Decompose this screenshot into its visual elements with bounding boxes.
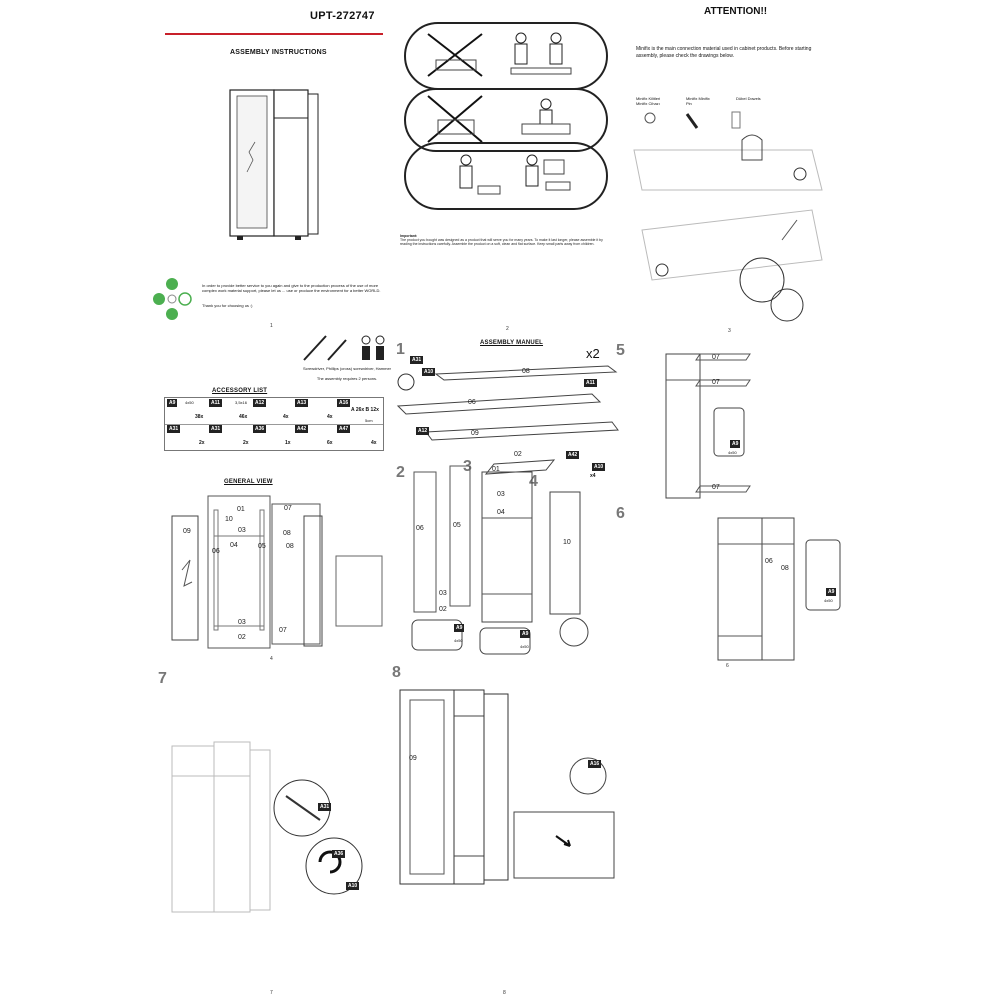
step6-cabinet (714, 514, 844, 664)
accessory-code: A16 (339, 400, 349, 406)
accessory-code: A47 (339, 426, 349, 432)
part-label: 07 (712, 379, 720, 386)
quantity-x4: x4 (590, 473, 596, 479)
page-number-2: 2 (506, 326, 509, 332)
accessory-code: A42 (297, 426, 307, 432)
page-number-3: 3 (728, 328, 731, 334)
badge-a9: A9 (456, 625, 463, 631)
part-label: 07 (712, 484, 720, 491)
page2-note-title: Important: (400, 234, 418, 238)
product-code: UPT-272747 (310, 10, 375, 22)
badge-a10: A10 (424, 369, 434, 375)
accessory-code: A12 (255, 400, 265, 406)
screw-size: 4x50 (728, 450, 737, 455)
step-number-2: 2 (396, 464, 405, 481)
accessory-code: A9 (169, 400, 176, 406)
general-view-exploded-diagram (168, 490, 383, 660)
cross-out-icon (426, 30, 486, 80)
page-number-4: 4 (270, 656, 273, 662)
accessory-list-title: ACCESSORY LIST (212, 388, 268, 394)
badge-a31: A31 (320, 804, 330, 810)
steps-2-4-cabinet-frames (404, 448, 604, 658)
part-label: 03 (497, 491, 505, 498)
badge-a9: A9 (828, 589, 835, 595)
part-label: 05 (258, 543, 266, 550)
part-label: 09 (183, 528, 191, 535)
part-label: 07 (284, 505, 292, 512)
accessory-row-2 (165, 424, 383, 450)
step5-cabinet (660, 350, 756, 502)
page-number-8: 8 (503, 990, 506, 996)
part-label: 06 (765, 558, 773, 565)
header-divider (165, 33, 383, 35)
accessory-qty: 4x (327, 414, 333, 420)
accessory-qty: 4x (283, 414, 289, 420)
quantity-x2: x2 (586, 346, 600, 361)
step8-final-cabinet (396, 686, 626, 892)
accessory-code: A11 (211, 400, 220, 406)
part-label: 03 (238, 619, 246, 626)
part-label-minifix-lock: Minifix Kilitleri Minifix Cihazı (636, 96, 661, 106)
part-label-minifix-pin: Minifix Minifix Pin (686, 96, 710, 106)
badge-a12: A12 (418, 428, 428, 434)
step-number-1: 1 (396, 341, 405, 358)
attention-text: Minifix is the main connection material used in cabinet products. Before starting assembly, please check the drawings below. (636, 46, 812, 59)
step-number-7: 7 (158, 670, 167, 687)
reading-manual-icon (518, 150, 578, 200)
badge-a36: A36 (334, 851, 344, 857)
cover-thanks: Thank you for choosing us :) (202, 303, 253, 308)
badge-a10b: A10 (594, 464, 604, 470)
person-assembling-icon (516, 96, 576, 140)
accessory-qty: 4x (371, 440, 377, 446)
part-label: 06 (212, 548, 220, 555)
two-persons-icon (506, 30, 576, 80)
accessory-qty: A 26x B 12x (351, 407, 379, 413)
screw-size: 4x50 (454, 638, 463, 643)
part-label: 08 (781, 565, 789, 572)
badge-a9: A9 (522, 631, 529, 637)
screw-size: 4x50 (520, 644, 529, 649)
part-label: 10 (225, 516, 233, 523)
part-label: 09 (471, 430, 479, 437)
minifix-hardware-illustration (632, 110, 832, 330)
accessory-size: 4x50 (185, 400, 194, 405)
part-label: 08 (522, 368, 530, 375)
step7-cabinet-with-door (170, 736, 370, 916)
accessory-code: A31 (211, 426, 221, 432)
confused-person-icon (446, 152, 506, 202)
accessory-code: A36 (255, 426, 265, 432)
recycle-icons-cluster (152, 276, 192, 322)
part-label: 04 (497, 509, 505, 516)
part-label: 01 (492, 466, 500, 473)
part-label: 01 (237, 506, 245, 513)
part-label: 08 (286, 543, 294, 550)
accessory-extra: 5cm (365, 418, 373, 423)
assembly-manuel-title: ASSEMBLY MANUEL (480, 340, 544, 346)
accessory-qty: 2x (199, 440, 205, 446)
warning-oval-1 (404, 22, 608, 90)
accessory-row-1 (165, 398, 383, 425)
part-label: 02 (439, 606, 447, 613)
step-number-6: 6 (616, 505, 625, 522)
tools-icon (300, 330, 390, 366)
general-view-title: GENERAL VIEW (224, 479, 273, 485)
page2-note-text: The product you bought was designed as a product that will serve you for many years. To make it last longer, please assemble it by reading the instructions carefully. Assemble the product on a soft, clean and flat surface. Keep small parts away from children. (400, 238, 603, 246)
accessory-size: 3,5x16 (235, 400, 248, 405)
part-label: 10 (563, 539, 571, 546)
part-label: 02 (514, 451, 522, 458)
part-label: 08 (283, 530, 291, 537)
attention-title: ATTENTION!! (704, 6, 768, 17)
step-number-3: 3 (463, 458, 472, 475)
part-label: 03 (439, 590, 447, 597)
part-label: 04 (230, 542, 238, 549)
cover-wardrobe-illustration (225, 82, 325, 242)
badge-a11: A11 (586, 380, 595, 386)
persons-caption: The assembly requires 2 persons. (316, 376, 378, 381)
part-label: 09 (409, 755, 417, 762)
badge-a10: A10 (348, 883, 358, 889)
cross-out-icon (426, 94, 486, 144)
step1-shelf-panels (396, 360, 618, 450)
part-label-dowels: Dübel Dowels (736, 96, 761, 101)
accessory-code: A31 (169, 426, 179, 432)
tools-caption: Screwdriver, Phillips (cross) screwdriver, Hammer (302, 366, 391, 371)
accessory-code: A13 (297, 400, 307, 406)
part-label: 06 (468, 399, 476, 406)
part-label: 06 (416, 525, 424, 532)
cover-support-text: In order to provide better service to you again and give to the production process of the use of more complex work material support, please let us ... use or produce the environment for a better WORLD. (202, 283, 381, 293)
badge-a16: A16 (590, 761, 600, 767)
badge-a42: A42 (568, 452, 578, 458)
page-number-7: 7 (270, 990, 273, 996)
accessory-qty: 2x (243, 440, 249, 446)
step-number-4: 4 (529, 473, 538, 490)
accessory-qty: 38x (195, 414, 204, 420)
accessory-qty: 6x (327, 440, 333, 446)
assembly-instructions-title: ASSEMBLY INSTRUCTIONS (230, 49, 327, 56)
accessory-list-table (164, 397, 384, 451)
part-label: 05 (453, 522, 461, 529)
page-number-1: 1 (270, 323, 273, 329)
step-number-5: 5 (616, 342, 625, 359)
part-label: 07 (279, 627, 287, 634)
accessory-qty: 46x (239, 414, 248, 420)
part-label: 07 (712, 354, 720, 361)
page-number-6: 6 (726, 663, 729, 669)
screw-size: 4x50 (824, 598, 833, 603)
accessory-qty: 1x (285, 440, 291, 446)
part-label: 02 (238, 634, 246, 641)
page2-note (400, 234, 608, 246)
warning-oval-3 (404, 142, 608, 210)
part-label: 03 (238, 527, 246, 534)
badge-a31: A31 (412, 357, 422, 363)
badge-a9: A9 (732, 441, 739, 447)
step-number-8: 8 (392, 664, 401, 681)
